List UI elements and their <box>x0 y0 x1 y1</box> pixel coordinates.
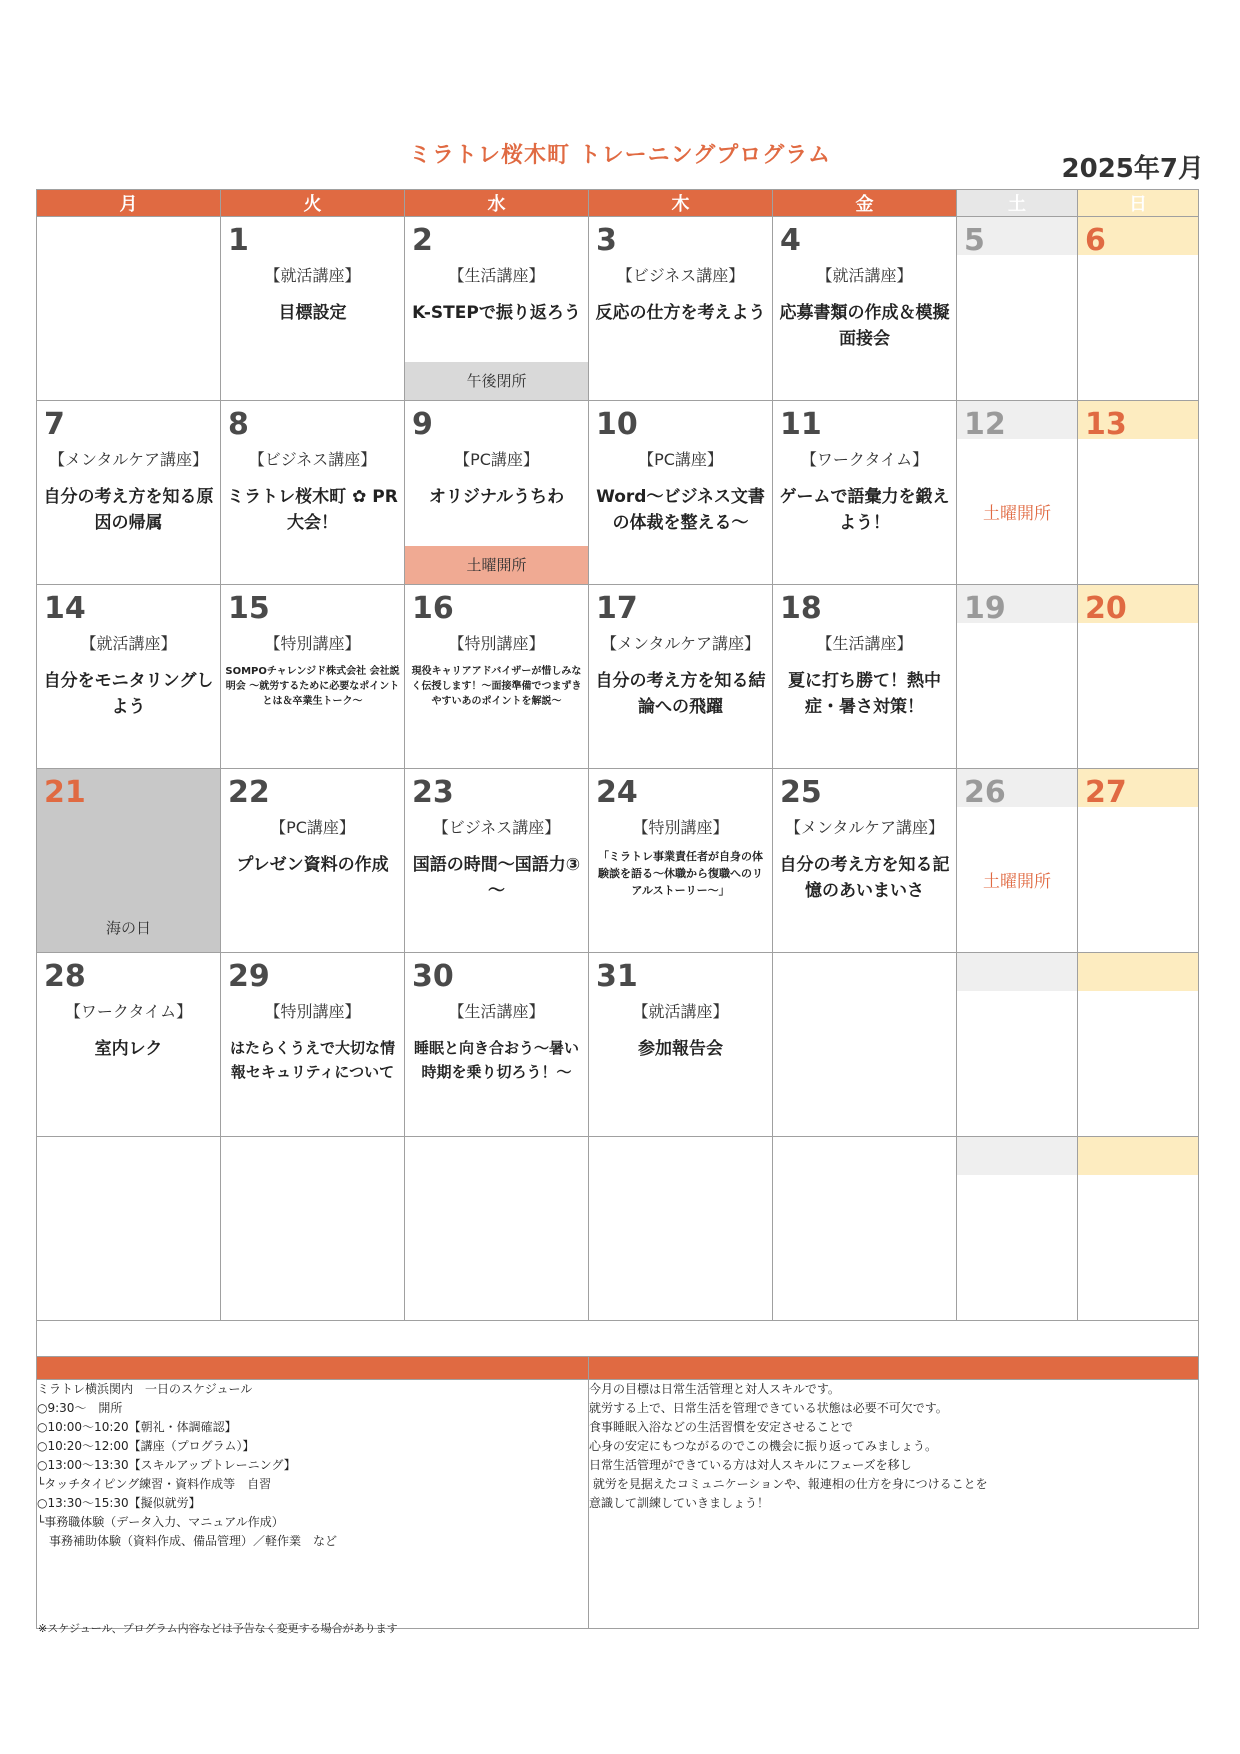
lecture-category: 【メンタルケア講座】 <box>48 450 209 469</box>
empty-day-cell <box>221 1137 405 1321</box>
schedule-line: ○13:30～15:30【擬似就労】 <box>37 1496 201 1510</box>
lecture-category: 【特別講座】 <box>448 634 545 653</box>
lecture-category: 【生活講座】 <box>448 266 545 285</box>
lecture-category: 【ビジネス講座】 <box>248 450 377 469</box>
lecture-category: 【就活講座】 <box>80 634 177 653</box>
schedule-line: ○13:00～13:30【スキルアップトレーニング】 <box>37 1458 296 1472</box>
lecture-title: 「ミラトレ事業責任者が自身の体験談を語る～休職から復職へのリアルストーリー～」 <box>598 850 763 897</box>
day-number: 16 <box>412 591 454 626</box>
lecture-category: 【特別講座】 <box>264 634 361 653</box>
lecture-title: 室内レク <box>94 1039 163 1059</box>
day-number: 26 <box>957 769 1077 807</box>
schedule-line: └タッチタイピング練習・資料作成等 自習 <box>37 1477 272 1491</box>
lecture-title: ゲームで語彙力を鍛えよう！ <box>779 487 950 533</box>
day-cell-20 <box>1078 585 1199 769</box>
goal-line: 就労を見据えたコミュニケーションや、報連相の仕方を身につけることを <box>589 1477 988 1491</box>
lecture-category: 【ワークタイム】 <box>64 1002 193 1021</box>
day-number: 30 <box>412 959 454 994</box>
empty-day-cell <box>37 1137 221 1321</box>
lecture-title: 自分の考え方を知る結論への飛躍 <box>595 671 766 717</box>
goal-line: 今月の目標は日常生活管理と対人スキルです。 <box>589 1382 840 1396</box>
lecture-category: 【生活講座】 <box>816 634 913 653</box>
day-cell-10 <box>589 401 773 585</box>
day-cell-17 <box>589 585 773 769</box>
day-cell-4 <box>773 217 957 401</box>
saturday-open-note: 土曜開所 <box>983 504 1051 524</box>
lecture-title: はたらくうえで大切な情報セキュリティについて <box>229 1039 395 1081</box>
day-cell-24 <box>589 769 773 953</box>
lecture-title: 国語の時間～国語力③～ <box>412 855 581 901</box>
empty-day-cell <box>1078 1137 1199 1321</box>
lecture-title: ミラトレ桜木町 ✿ PR大会！ <box>227 487 398 533</box>
schedule-line: ○10:00～10:20【朝礼・体調確認】 <box>37 1420 237 1434</box>
empty-day-cell <box>1078 953 1199 1137</box>
day-number: 11 <box>780 407 822 442</box>
weekday-sun: 日 <box>1078 190 1199 217</box>
day-number: 20 <box>1078 585 1198 623</box>
day-cell-27 <box>1078 769 1199 953</box>
day-cell-25 <box>773 769 957 953</box>
lecture-category: 【PC講座】 <box>638 450 723 469</box>
lecture-category: 【就活講座】 <box>816 266 913 285</box>
monthly-goal <box>589 1380 1199 1629</box>
lecture-title: K-STEPで振り返ろう <box>412 303 581 323</box>
page-title: ミラトレ桜木町 トレーニングプログラム <box>408 143 831 168</box>
lecture-title: 目標設定 <box>278 303 347 323</box>
closure-note: 午後閉所 <box>405 362 588 400</box>
footer-bar-left <box>37 1357 589 1380</box>
week-row-3 <box>37 585 1199 769</box>
lecture-title: 参加報告会 <box>638 1039 723 1059</box>
day-number: 28 <box>44 959 86 994</box>
footer-bar-row <box>37 1357 1199 1380</box>
lecture-title: 現役キャリアアドバイザーが惜しみなく伝授します！～面接準備でつまずきやすいあのポイントを解説～ <box>411 666 582 707</box>
day-cell-22 <box>221 769 405 953</box>
day-number: 29 <box>228 959 270 994</box>
week-row-4 <box>37 769 1199 953</box>
weekday-fri: 金 <box>773 190 957 217</box>
lecture-category: 【就活講座】 <box>632 1002 729 1021</box>
weekday-sat: 土 <box>957 190 1078 217</box>
lecture-category: 【ビジネス講座】 <box>432 818 561 837</box>
calendar-grid <box>36 189 1199 1629</box>
day-number: 5 <box>957 217 1077 255</box>
goal-line: 意識して訓練していきましょう！ <box>589 1496 770 1510</box>
day-cell-11 <box>773 401 957 585</box>
lecture-category: 【PC講座】 <box>454 450 539 469</box>
day-cell-31 <box>589 953 773 1137</box>
schedule-line: └事務職体験（データ入力、マニュアル作成） <box>37 1515 284 1529</box>
empty-day-cell <box>589 1137 773 1321</box>
lecture-title: 応募書類の作成＆模擬面接会 <box>779 303 950 349</box>
week-row-5 <box>37 953 1199 1137</box>
day-number: 1 <box>228 223 249 258</box>
day-number: 15 <box>228 591 270 626</box>
lecture-category: 【PC講座】 <box>270 818 355 837</box>
day-number: 21 <box>44 775 86 810</box>
lecture-title: オリジナルうちわ <box>428 487 565 507</box>
day-cell-2 <box>405 217 589 401</box>
lecture-category: 【ビジネス講座】 <box>616 266 745 285</box>
goal-line: 心身の安定にもつながるのでこの機会に振り返ってみましょう。 <box>589 1439 938 1453</box>
day-cell-14 <box>37 585 221 769</box>
empty-day-cell <box>37 217 221 401</box>
footer-info-row <box>37 1380 1199 1629</box>
day-number: 19 <box>957 585 1077 623</box>
daily-schedule <box>37 1380 589 1629</box>
footer-bar-right <box>589 1357 1199 1380</box>
weekday-wed: 水 <box>405 190 589 217</box>
day-number: 8 <box>228 407 249 442</box>
lecture-title: 自分をモニタリングしよう <box>43 671 214 717</box>
day-cell-18 <box>773 585 957 769</box>
month-label: 2025年7月 <box>1061 154 1204 184</box>
day-number: 4 <box>780 223 801 258</box>
week-row-2 <box>37 401 1199 585</box>
day-number: 22 <box>228 775 270 810</box>
day-number: 23 <box>412 775 454 810</box>
day-cell-7 <box>37 401 221 585</box>
lecture-category: 【特別講座】 <box>632 818 729 837</box>
week-row-6 <box>37 1137 1199 1321</box>
day-cell-3 <box>589 217 773 401</box>
lecture-title: SOMPOチャレンジド株式会社 会社説明会 ～就労するために必要なポイントとは＆卒業生トーク～ <box>225 666 400 707</box>
lecture-category: 【生活講座】 <box>448 1002 545 1021</box>
day-number: 10 <box>596 407 638 442</box>
lecture-title: プレゼン資料の作成 <box>236 855 389 875</box>
day-number: 17 <box>596 591 638 626</box>
lecture-title: 反応の仕方を考えよう <box>595 303 766 323</box>
day-number: 18 <box>780 591 822 626</box>
weekday-header-row <box>37 190 1199 217</box>
day-cell-26 <box>957 769 1078 953</box>
lecture-category: 【メンタルケア講座】 <box>784 818 945 837</box>
lecture-title: 睡眠と向き合おう～暑い時期を乗り切ろう！～ <box>413 1039 579 1081</box>
holiday-label: 海の日 <box>105 919 151 937</box>
day-number: 31 <box>596 959 638 994</box>
empty-day-cell <box>773 953 957 1137</box>
schedule-line: ミラトレ横浜関内 一日のスケジュール <box>37 1382 253 1396</box>
lecture-title: Word～ビジネス文書の体裁を整える～ <box>596 487 765 533</box>
day-cell-29 <box>221 953 405 1137</box>
goal-line: 食事睡眠入浴などの生活習慣を安定させることで <box>589 1420 854 1434</box>
empty-day-cell <box>957 1137 1078 1321</box>
weekday-tue: 火 <box>221 190 405 217</box>
day-number: 7 <box>44 407 65 442</box>
day-number: 14 <box>44 591 86 626</box>
day-cell-12 <box>957 401 1078 585</box>
lecture-title: 夏に打ち勝て！熱中症・暑さ対策！ <box>788 671 941 717</box>
day-cell-16 <box>405 585 589 769</box>
schedule-line: ○10:20～12:00【講座（プログラム）】 <box>37 1439 255 1453</box>
lecture-category: 【就活講座】 <box>264 266 361 285</box>
day-number: 27 <box>1078 769 1198 807</box>
day-number: 2 <box>412 223 433 258</box>
day-cell-21 <box>37 769 221 953</box>
schedule-line: ○9:30～ 開所 <box>37 1401 123 1415</box>
day-number: 24 <box>596 775 638 810</box>
lecture-category: 【メンタルケア講座】 <box>600 634 761 653</box>
day-cell-30 <box>405 953 589 1137</box>
empty-day-cell <box>957 953 1078 1137</box>
saturday-open-note: 土曜開所 <box>983 872 1051 892</box>
day-cell-8 <box>221 401 405 585</box>
lecture-category: 【ワークタイム】 <box>800 450 929 469</box>
schedule-line: 事務補助体験（資料作成、備品管理）／軽作業 など <box>37 1534 338 1548</box>
lecture-title: 自分の考え方を知る原因の帰属 <box>43 487 214 533</box>
day-cell-6 <box>1078 217 1199 401</box>
saturday-open-note: 土曜開所 <box>405 546 588 584</box>
day-number: 6 <box>1078 217 1198 255</box>
empty-day-cell <box>773 1137 957 1321</box>
day-number: 3 <box>596 223 617 258</box>
day-cell-9 <box>405 401 589 585</box>
day-number: 25 <box>780 775 822 810</box>
day-cell-19 <box>957 585 1078 769</box>
day-number: 12 <box>957 401 1077 439</box>
week-row-1 <box>37 217 1199 401</box>
day-number: 9 <box>412 407 433 442</box>
day-cell-1 <box>221 217 405 401</box>
weekday-mon: 月 <box>37 190 221 217</box>
disclaimer-note: ※スケジュール、プログラム内容などは予告なく変更する場合があります <box>38 1622 398 1635</box>
day-cell-15 <box>221 585 405 769</box>
goal-line: 就労する上で、日常生活を管理できている状態は必要不可欠です。 <box>589 1401 948 1415</box>
goal-line: 日常生活管理ができている方は対人スキルにフェーズを移し <box>589 1458 912 1472</box>
day-cell-23 <box>405 769 589 953</box>
weekday-thu: 木 <box>589 190 773 217</box>
empty-day-cell <box>405 1137 589 1321</box>
lecture-category: 【特別講座】 <box>264 1002 361 1021</box>
day-number: 13 <box>1078 401 1198 439</box>
spacer-row <box>37 1321 1199 1357</box>
day-cell-28 <box>37 953 221 1137</box>
day-cell-13 <box>1078 401 1199 585</box>
day-cell-5 <box>957 217 1078 401</box>
lecture-title: 自分の考え方を知る記憶のあいまいさ <box>779 855 950 901</box>
